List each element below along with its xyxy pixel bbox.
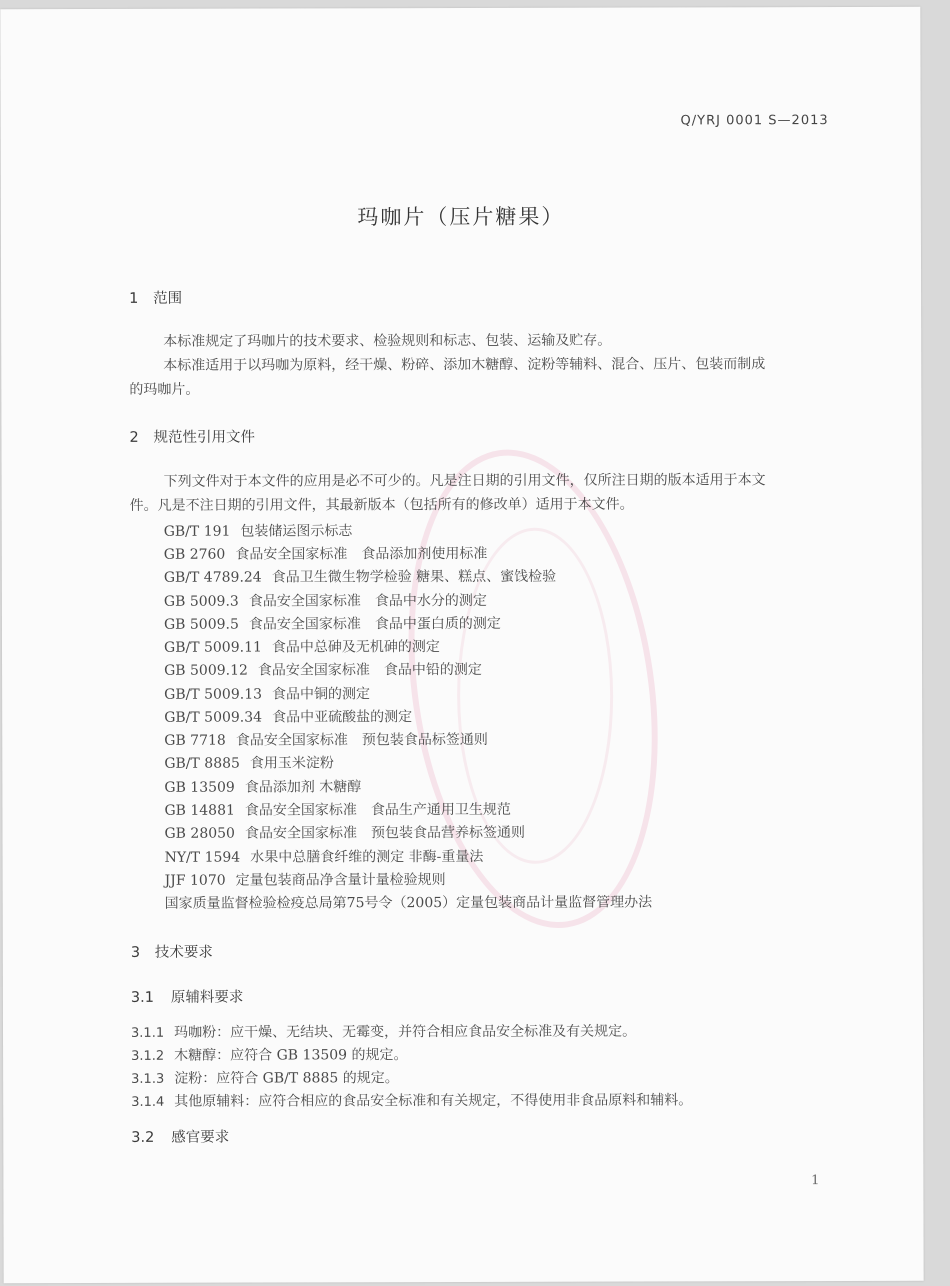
reference-code: GB 13509 [164,779,235,796]
section-title: 范围 [153,290,183,307]
section-title: 技术要求 [154,944,213,961]
section-title: 感官要求 [171,1129,230,1146]
reference-code: GB 28050 [164,825,235,842]
refs-intro-line-2: 件。凡是不注日期的引用文件，其最新版本（包括所有的修改单）适用于本文件。 [129,496,634,514]
item-text: 木糖醇：应符合 GB 13509 的规定。 [174,1047,408,1064]
item-text: 淀粉：应符合 GB/T 8885 的规定。 [174,1070,399,1087]
reference-item [164,636,440,657]
scope-paragraph-1: 本标准规定了玛咖片的技术要求、检验规则和标志、包装、运输及贮存。 [163,332,612,350]
reference-code: GB 5009.5 [163,616,239,633]
item-number: 3.1.1 [130,1025,165,1041]
reference-name: 食品中亚硫酸盐的测定 [272,709,413,726]
item-number: 3.1.3 [131,1071,165,1087]
requirement-item [131,1067,399,1088]
reference-name: 国家质量监督检验检疫总局第75号令（2005）定量包装商品计量监督管理办法 [164,894,653,912]
requirement-item [131,1021,636,1042]
page-number: 1 [811,1173,820,1189]
document-title: 玛咖片（压片糖果） [357,204,565,230]
reference-name: 食品安全国家标准 预包装食品营养标签通则 [244,824,525,842]
section-number: 3.1 [130,989,155,1006]
reference-name: 食品安全国家标准 食品中水分的测定 [248,592,487,610]
reference-item [164,613,501,634]
item-number: 3.1.2 [131,1048,165,1064]
reference-item [165,846,484,867]
reference-name: 食品安全国家标准 预包装食品标签通则 [235,731,488,749]
section-heading-3 [131,941,213,962]
reference-code: GB/T 5009.11 [163,639,262,656]
item-number: 3.1.4 [131,1094,165,1110]
section-number: 1 [129,290,139,307]
reference-name: 食品安全国家标准 食品中铅的测定 [257,661,482,679]
reference-name: 水果中总膳食纤维的测定 非酶-重量法 [250,848,484,866]
reference-code: GB/T 191 [163,523,231,540]
reference-item [164,822,525,843]
reference-code: GB/T 8885 [164,755,240,772]
section-number: 3 [130,944,141,961]
reference-code: GB 2760 [163,546,226,563]
subsection-heading-3-1 [131,986,244,1007]
refs-intro-line-1: 下列文件对于本文件的应用是必不可少的。凡是注日期的引用文件，仅所注日期的版本适用于本文 [163,472,766,490]
reference-item [164,520,353,540]
reference-name: 包装储运图示标志 [240,523,353,540]
reference-item [164,776,361,797]
section-heading-1 [129,287,182,308]
reference-name: 食品安全国家标准 食品中蛋白质的测定 [248,615,501,633]
reference-name: 食品添加剂 木糖醇 [244,779,362,796]
reference-item [164,729,488,750]
item-text: 玛咖粉：应干燥、无结块、无霉变，并符合相应食品安全标准及有关规定。 [174,1023,637,1041]
reference-code: GB/T 5009.34 [164,709,263,726]
reference-item [164,706,412,727]
section-number: 2 [129,429,139,446]
standard-code: Q/YRJ 0001 S—2013 [680,113,829,129]
reference-code: JJF 1070 [164,872,226,889]
reference-code: NY/T 1594 [164,849,241,866]
reference-code: GB 5009.3 [163,593,239,610]
reference-item [164,683,370,704]
reference-code: GB/T 4789.24 [163,569,262,586]
section-title: 原辅料要求 [170,989,244,1006]
section-title: 规范性引用文件 [153,429,255,446]
reference-name: 食品中铜的测定 [271,686,371,703]
reference-code: GB 5009.12 [164,662,248,679]
reference-item [164,659,482,680]
section-heading-2 [129,426,255,447]
reference-name: 食品安全国家标准 食品生产通用卫生规范 [244,801,511,819]
scope-paragraph-2-cont: 的玛咖片。 [129,381,200,398]
section-number: 3.2 [131,1129,155,1146]
reference-name: 定量包装商品净含量计量检验规则 [235,872,446,889]
reference-item [165,869,446,890]
requirement-item [131,1044,407,1065]
reference-item [164,566,556,587]
reference-item [164,543,488,564]
reference-name: 食品安全国家标准 食品添加剂使用标准 [235,545,488,563]
reference-name: 食品卫生微生物学检验 糖果、糕点、蜜饯检验 [271,568,557,586]
item-text: 其他原辅料：应符合相应的食品安全标准和有关规定，不得使用非食品原料和辅料。 [174,1092,693,1110]
scope-paragraph-2: 本标准适用于以玛咖为原料，经干燥、粉碎、添加木糖醇、淀粉等辅料、混合、压片、包装而制成 [163,356,766,374]
reference-code: GB/T 5009.13 [164,686,263,703]
reference-name: 食用玉米淀粉 [249,755,334,772]
requirement-item [131,1089,692,1110]
reference-item [164,799,511,820]
reference-item [164,590,487,611]
reference-code: GB 7718 [164,732,226,749]
document-page [0,7,923,1283]
reference-name: 食品中总砷及无机砷的测定 [271,639,440,656]
reference-code: GB 14881 [164,802,235,819]
reference-item [164,752,334,772]
reference-item [165,892,653,913]
subsection-heading-3-2 [131,1126,229,1147]
